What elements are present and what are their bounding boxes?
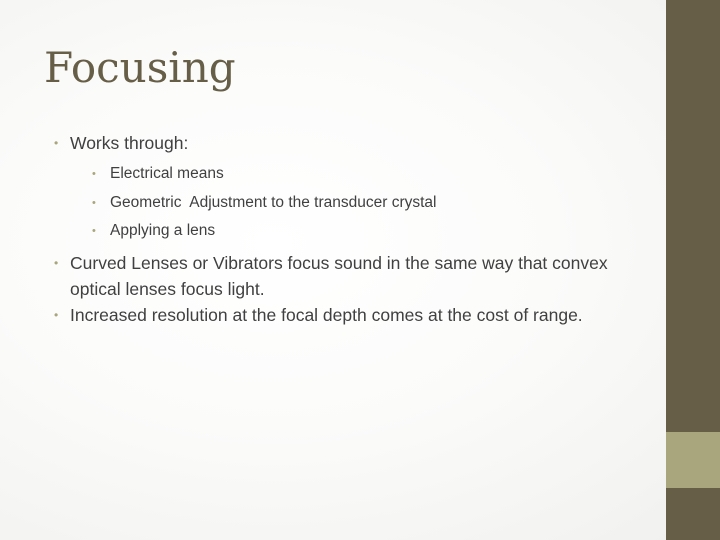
bullet-icon: • xyxy=(92,196,96,209)
sub-bullet-list xyxy=(70,160,634,246)
sub-bullet-item xyxy=(70,160,634,189)
sub-bullet-text: Geometric Adjustment to the transducer crystal xyxy=(110,193,437,211)
bullet-text: Increased resolution at the focal depth comes at the cost of range. xyxy=(70,304,583,325)
bullet-list xyxy=(54,130,634,328)
slide-title: Focusing xyxy=(44,43,236,92)
sub-bullet-item xyxy=(70,189,634,218)
sub-bullet-text: Electrical means xyxy=(110,165,224,182)
bullet-icon: • xyxy=(92,225,96,237)
bullet-text: Works through: xyxy=(70,133,189,153)
sidebar-accent-block xyxy=(666,432,720,488)
bullet-item-curved-lenses xyxy=(54,250,634,302)
bullet-item-works-through xyxy=(54,130,634,246)
sub-bullet-text: Applying a lens xyxy=(110,222,216,239)
bullet-item-increased-resolution xyxy=(54,302,634,328)
bullet-icon: • xyxy=(54,255,59,270)
bullet-icon: • xyxy=(92,168,96,180)
bullet-icon: • xyxy=(54,307,59,322)
slide-content xyxy=(54,130,634,328)
bullet-icon: • xyxy=(54,136,59,150)
bullet-text: Curved Lenses or Vibrators focus sound in the same way that convex optical lenses focus light. xyxy=(70,252,608,299)
sub-bullet-item xyxy=(70,217,634,246)
